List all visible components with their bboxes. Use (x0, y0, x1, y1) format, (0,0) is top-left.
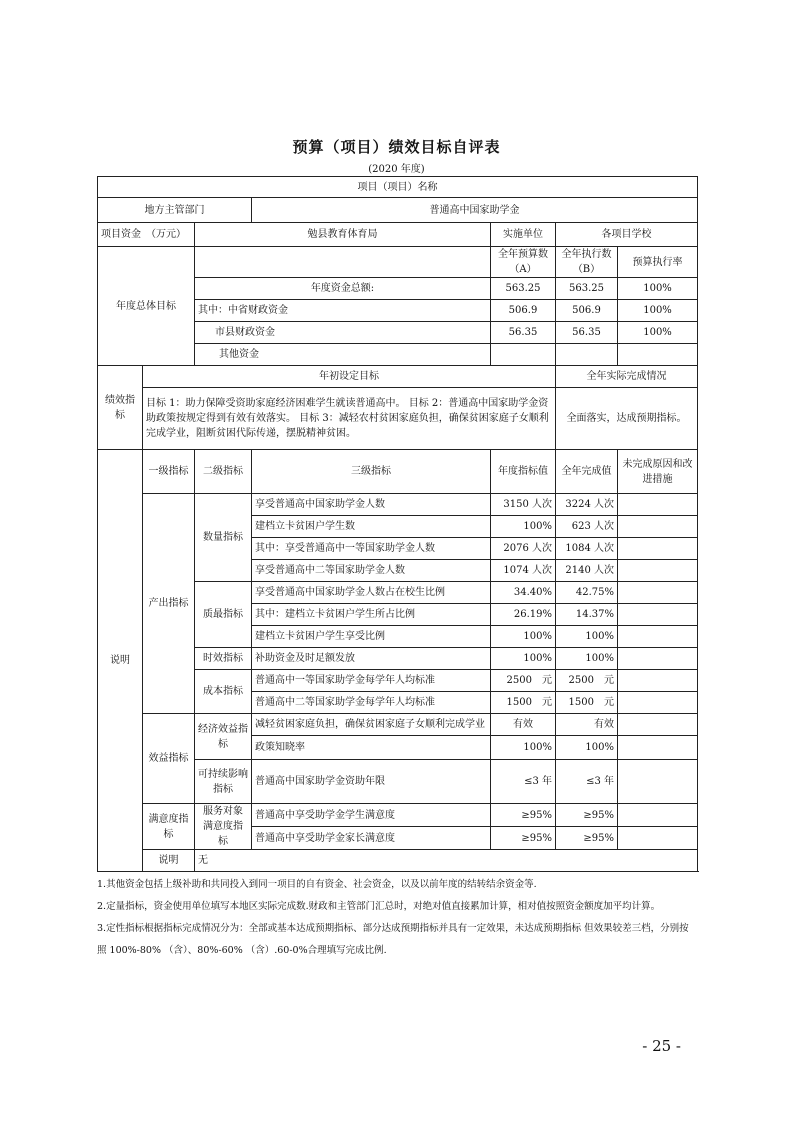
actual-value-header: 全年完成值 (556, 450, 618, 494)
table-row: 质最指标 享受普通高中国家助学金人数占在校生比例 34.40% 42.75% (98, 582, 698, 604)
cost-indicator-label: 成本指标 (195, 670, 252, 714)
footnote: 3.定性指标根据指标完成情况分为：全部或基本达成预期指标、部分达成预期指标并具有一定效果，未达成预期指标 但效果较差三档，分别按照 100%-80% （含）、80%-60% （含）.60-0%合理填写完成比例. (97, 923, 689, 956)
dept-value: 普通高中国家助学金 (252, 198, 698, 223)
impl-value: 各项目学校 (556, 223, 698, 247)
table-row: 建档立卡贫困户学生享受比例 100% 100% (98, 626, 698, 648)
perf-label: 绩效指标 (98, 366, 143, 450)
table-row: 产出指标 数量指标 享受普通高中国家助学金人数 3150 人次 3224 人次 (98, 494, 698, 516)
budget-row: 其他资金 (98, 344, 698, 366)
table-row: 可持续影响指标 普通高中国家助学金资助年限 ≤3 年 ≤3 年 (98, 760, 698, 804)
fund-label: 项目资金 （万元） (98, 223, 195, 247)
level2-header: 二级指标 (195, 450, 252, 494)
level1-header: 一级指标 (143, 450, 195, 494)
quality-indicator-label: 质最指标 (195, 582, 252, 648)
target-header: 年度指标值 (491, 450, 556, 494)
fund-value: 勉县教育体育局 (195, 223, 491, 247)
table-row: 政策知晓率 100% 100% (98, 736, 698, 760)
quantity-indicator-label: 数量指标 (195, 494, 252, 582)
page-title: 预算（项目）绩效目标自评表 (292, 138, 501, 156)
impl-label: 实施单位 (491, 223, 556, 247)
budget-row: 年度资金总额: 563.25 563.25 100% (98, 278, 698, 300)
budget-blank-header (195, 247, 491, 278)
footnotes (97, 874, 697, 962)
service-satisfaction-label: 服务对象 满意度指 标 (195, 804, 252, 850)
budget-col-a: 全年预算数（A） (491, 247, 556, 278)
table-row: 享受普通高中二等国家助学金人数 1074 人次 2140 人次 (98, 560, 698, 582)
indicators-section-label: 说明 (98, 450, 143, 872)
economic-indicator-label: 经济效益指标 (195, 714, 252, 760)
table-row: 时效指标 补助资金及时足额发放 100% 100% (98, 648, 698, 670)
self-evaluation-table (97, 176, 698, 872)
timeliness-indicator-label: 时效指标 (195, 648, 252, 670)
table-row: 其中：享受普通高中一等国家助学金人数 2076 人次 1084 人次 (98, 538, 698, 560)
footnote: 2.定量指标，资金使用单位填写本地区实际完成数.财政和主管部门汇总时，对绝对值直接累加计算，相对值按照资金额度加平均计算。 (97, 901, 661, 912)
actual-header: 全年实际完成情况 (556, 366, 698, 388)
actual-text: 全面落实，达成预期指标。 (556, 388, 698, 450)
remark-label: 说明 (143, 850, 195, 872)
goal-header: 年初设定目标 (143, 366, 556, 388)
level3-header: 三级指标 (252, 450, 491, 494)
sustainable-indicator-label: 可持续影响指标 (195, 760, 252, 804)
table-row: 建档立卡贫困户学生数 100% 623 人次 (98, 516, 698, 538)
table-row: 满意度指标 服务对象 满意度指 标 普通高中享受助学金学生满意度 ≥95% ≥95% (98, 804, 698, 827)
budget-col-rate: 预算执行率 (618, 247, 698, 278)
dept-label: 地方主管部门 (98, 198, 252, 223)
table-row: 普通高中二等国家助学金每学年人均标准 1500 元 1500 元 (98, 692, 698, 714)
table-row: 其中：建档立卡贫困户学生所占比例 26.19% 14.37% (98, 604, 698, 626)
benefit-indicator-label: 效益指标 (143, 714, 195, 804)
reason-header: 未完成原因和改进措施 (618, 450, 698, 494)
table-row: 成本指标 普通高中一等国家助学金每学年人均标准 2500 元 2500 元 (98, 670, 698, 692)
budget-row: 市县财政资金 56.35 56.35 100% (98, 322, 698, 344)
table-row: 效益指标 经济效益指标 减轻贫困家庭负担，确保贫困家庭子女顺利完成学业 有效 有效 (98, 714, 698, 736)
table-row: 普通高中享受助学金家长满意度 ≥95% ≥95% (98, 827, 698, 850)
goal-text: 目标 1：助力保障受资助家庭经济困难学生就读普通高中。 目标 2：普通高中国家助学金资助政策按规定得到有效有效落实。 目标 3：减轻农村贫困家庭负担，确保贫困家庭子女顺利完成学业，阻断贫困代际传递，摆脱精神贫困。 (143, 388, 556, 450)
satisfaction-indicator-label: 满意度指标 (143, 804, 195, 850)
year-subtitle: (2020 年度) (368, 164, 425, 175)
budget-col-b: 全年执行数（B） (556, 247, 618, 278)
footnote: 1.其他资金包括上级补助和共同投入到同一项目的自有资金、社会资金，以及以前年度的结转结余资金等. (97, 879, 537, 890)
project-name-label: 项目（项目）名称 (98, 177, 698, 198)
remark-value: 无 (195, 850, 698, 872)
budget-row: 其中：中省财政资金 506.9 506.9 100% (98, 300, 698, 322)
page-number: - 25 - (642, 1037, 681, 1055)
output-indicator-label: 产出指标 (143, 494, 195, 714)
annual-goal-label: 年度总体目标 (98, 247, 195, 366)
